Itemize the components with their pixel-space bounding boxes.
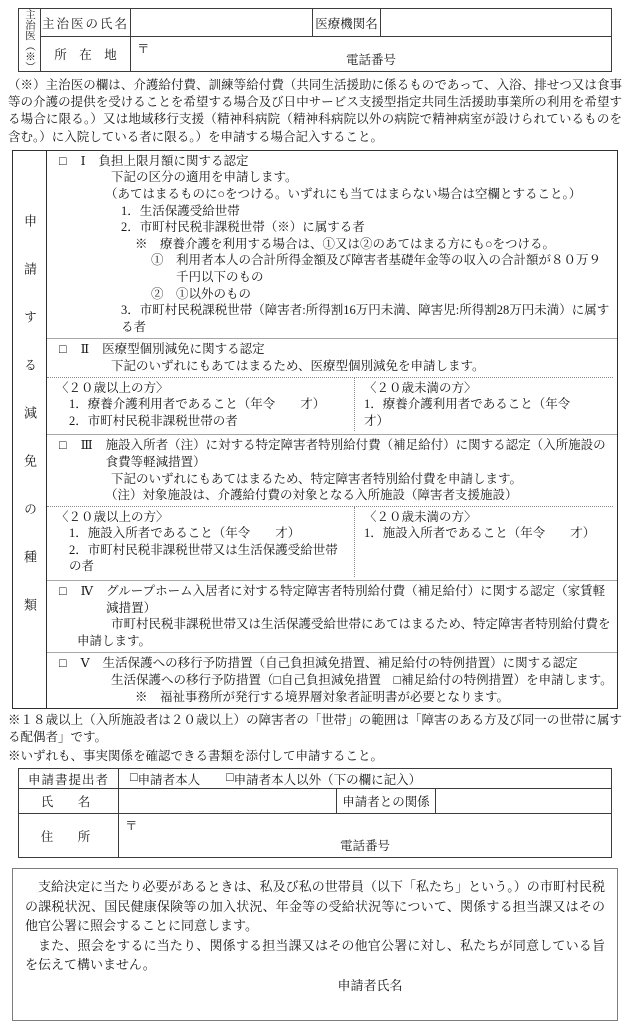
section-1-option-1[interactable]: 1．生活保護受給世帯 <box>121 203 240 218</box>
section-3-minor-column <box>355 507 613 577</box>
section-2-adult-column <box>47 378 355 432</box>
section-3-numeral: Ⅲ <box>80 438 93 453</box>
exemption-side-header <box>13 151 47 708</box>
section-2 <box>47 338 617 434</box>
adult-condition-1[interactable]: 1．療養介護利用者であること（年令 才） <box>69 397 326 412</box>
section-1-sub-option-2[interactable]: ② ①以外のもの <box>151 286 252 301</box>
section-1-line: （あてはまるものに○をつける。いずれにも当てはまらない場合は空欄とすること。） <box>105 187 582 201</box>
section-2-line: 下記のいずれにもあてはまるため、医療型個別減免を申請します。 <box>111 358 485 373</box>
attach-documents-note: ※いずれも、事実関係を確認できる書類を添付して申請すること。 <box>8 749 384 764</box>
doctor-side-label: 主治医（※） <box>24 9 35 72</box>
doctor-name-label: 主治医の氏名 <box>41 9 131 37</box>
section-1-line: 下記の区分の適用を申請します。 <box>111 170 298 185</box>
section-2-age-columns <box>47 377 613 432</box>
consent-paragraph-2: また、照会をするに当たり、関係する担当課又はその他官公署に対し、私たちが同意している旨を伝えて構いません。 <box>25 937 605 973</box>
minor-condition-1[interactable]: 1．施設入所者であること（年令 才） <box>364 526 596 541</box>
submitter-address-input[interactable] <box>119 814 611 857</box>
submitter-name-label: 氏 名 <box>19 789 119 814</box>
exemption-type-box <box>12 150 618 709</box>
submitter-options <box>119 769 611 789</box>
adult-column-heading: 〈２０歳以上の方〉 <box>56 509 169 524</box>
doctor-note: （※）主治医の欄は、介護給付費、訓練等給付費（共同生活援助に係るものであって、入浴、排せつ又は食事等の介護の提供を受けることを希望する場合及び日中サービス支援型指定共同生活援助事業所の利用を希望する場合に限る。）又は地域移行支援（精神科病院（精神科病院以外の病院で精神病室が設けられているものを含む。）に入院している者に限る。）を申請する場合記入すること。 <box>8 78 622 144</box>
submitter-address-label: 住 所 <box>19 814 119 857</box>
adult-condition-2[interactable]: 2．市町村民税非課税世帯の者 <box>69 413 238 428</box>
adult-column-heading: 〈２０歳以上の方〉 <box>56 380 169 395</box>
submitter-label: 申請書提出者 <box>19 769 119 789</box>
submitter-name-input[interactable] <box>119 789 337 814</box>
relation-input[interactable] <box>436 789 611 814</box>
section-3-adult-column <box>47 507 355 577</box>
section-1-sub-option-1[interactable]: ① 利用者本人の合計所得金額及び障害者基礎年金等の収入の合計額が８０万９千円以下のもの <box>151 253 602 284</box>
section-1-option-2[interactable]: 2．市町村民税非課税世帯（※）に属する者 <box>121 220 365 235</box>
section-3-line: 下記のいずれにもあてはまるため、特定障害者特別給付費を申請します。 <box>111 471 523 486</box>
option-applicant-self-label: 申請者本人 <box>137 772 201 787</box>
option-applicant-other-label: 申請者本人以外（下の欄に記入） <box>233 772 422 787</box>
checkbox-section-4[interactable]: □ <box>59 584 67 599</box>
option-applicant-self[interactable] <box>130 770 200 788</box>
medical-institution-input[interactable] <box>381 9 611 37</box>
section-3-title: 施設入所者（注）に対する特定障害者特別給付費（補足給付）に関する認定（入所施設の食費等軽減措置） <box>105 438 606 469</box>
checkbox-section-2[interactable]: □ <box>59 342 67 357</box>
submitter-table <box>18 768 612 858</box>
relation-label: 申請者との関係 <box>337 789 436 814</box>
doctor-address-label: 所 在 地 <box>41 37 131 71</box>
section-3-age-columns <box>47 506 613 577</box>
checkbox-section-1[interactable]: □ <box>59 153 67 168</box>
section-1-title: 負担上限月額に関する認定 <box>98 153 249 168</box>
minor-condition-1[interactable]: 1．療養介護利用者であること（年令 才） <box>364 397 596 428</box>
medical-institution-label: 医療機関名 <box>313 9 381 37</box>
postal-mark: 〒 <box>125 819 138 833</box>
section-3 <box>47 434 617 580</box>
section-5-title: 生活保護への移行予防措置（自己負担減免措置、補足給付の特例措置）に関する認定 <box>102 656 578 671</box>
section-5 <box>47 652 617 708</box>
section-1 <box>47 151 617 339</box>
consent-box <box>12 868 618 1021</box>
attending-doctor-table <box>18 8 612 72</box>
section-4-title: グループホーム入居者に対する特定障害者特別給付費（補足給付）に関する認定（家賃軽減措置） <box>106 584 606 615</box>
section-2-title: 医療型個別減免に関する認定 <box>102 342 265 357</box>
checkbox-section-3[interactable]: □ <box>59 438 67 453</box>
doctor-phone-label: 電話番号 <box>345 53 396 67</box>
checkbox-applicant-other[interactable]: □ <box>226 769 234 784</box>
minor-column-heading: 〈２０歳未満の方〉 <box>364 380 477 395</box>
checkbox-applicant-self[interactable]: □ <box>130 769 138 784</box>
household-scope-note: ※１８歳以上（入所施設者は２０歳以上）の障害者の「世帯」の範囲は「障害のある方及び同一の世帯に属する配偶者」です。 <box>8 713 622 744</box>
section-1-option-3[interactable]: 3．市町村民税課税世帯（障害者:所得割16万円未満、障害児:所得割28万円未満）に属する者 <box>121 303 610 334</box>
adult-condition-2[interactable]: 2．市町村民税非課税世帯又は生活保護受給世帯の者 <box>69 542 338 574</box>
section-3-note: （注）対象施設は、介護給付費の対象となる入所施設（障害者支援施設） <box>105 488 518 503</box>
section-1-note: ※ 療養介護を利用する場合は、①又は②のあてはまる方にも○をつける。 <box>135 236 556 251</box>
section-4-line: 市町村民税非課税世帯又は生活保護受給世帯にあてはまるため、特定障害者特別給付費を申請します。 <box>77 617 611 648</box>
doctor-name-input[interactable] <box>131 9 313 37</box>
exemption-side-label: 申請する減免の種類 <box>22 213 37 646</box>
section-5-note: ※ 福祉事務所が発行する境界層対象者証明書が必要となります。 <box>135 689 510 704</box>
section-5-line[interactable]: 生活保護への移行予防措置（□自己負担減免措置 □補足給付の特例措置）を申請します。 <box>111 673 613 688</box>
section-4-numeral: Ⅳ <box>80 584 94 599</box>
consent-paragraph-1: 支給決定に当たり必要があるときは、私及び私の世帯員（以下「私たち」という。）の市町村民税の課税状況、国民健康保険等の加入状況、年金等の受給状況等について、関係する担当課又はその他官公署に照会することに同意します。 <box>25 879 605 934</box>
exemption-sections <box>47 151 617 708</box>
section-4 <box>47 580 617 652</box>
section-1-numeral: Ⅰ <box>80 153 86 168</box>
doctor-side-header <box>19 9 41 71</box>
applicant-signature-label: 申請者氏名 <box>337 977 403 993</box>
submitter-phone-label: 電話番号 <box>339 839 390 853</box>
section-5-numeral: Ⅴ <box>80 656 90 671</box>
option-applicant-other[interactable] <box>226 770 421 788</box>
checkbox-section-5[interactable]: □ <box>59 656 67 671</box>
minor-column-heading: 〈２０歳未満の方〉 <box>364 509 477 524</box>
section-2-minor-column <box>355 378 613 432</box>
section-2-numeral: Ⅱ <box>80 342 90 357</box>
postal-mark: 〒 <box>137 42 150 56</box>
adult-condition-1[interactable]: 1．施設入所者であること（年令 才） <box>69 526 301 541</box>
doctor-address-input[interactable] <box>131 37 611 71</box>
